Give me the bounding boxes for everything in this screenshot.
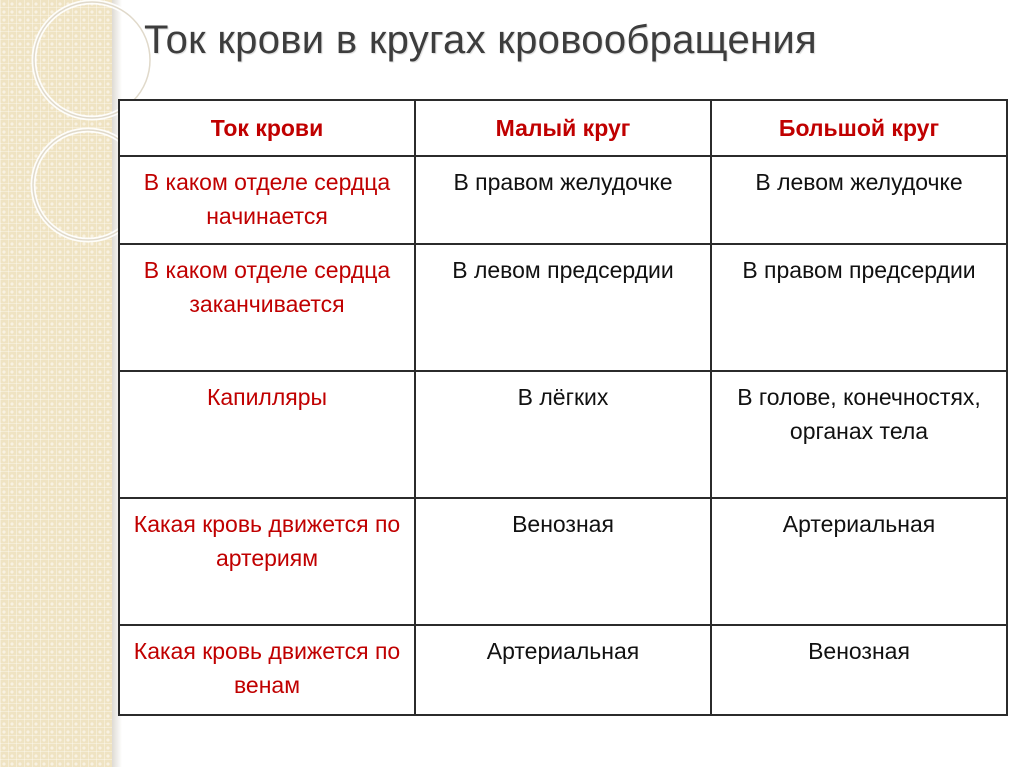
table-row — [119, 498, 1007, 625]
small-circle-cell: В лёгких — [415, 371, 711, 498]
big-circle-cell: В правом предсердии — [711, 244, 1007, 371]
decorative-side-strip — [0, 0, 112, 767]
small-circle-cell: Артериальная — [415, 625, 711, 715]
table-row — [119, 371, 1007, 498]
table-row — [119, 244, 1007, 371]
header-blood-flow: Ток крови — [119, 100, 415, 156]
big-circle-cell: Венозная — [711, 625, 1007, 715]
small-circle-cell: В левом предсердии — [415, 244, 711, 371]
table-row — [119, 156, 1007, 244]
small-circle-cell: В правом желудочке — [415, 156, 711, 244]
small-circle-cell: Венозная — [415, 498, 711, 625]
row-label: Какая кровь движется по венам — [119, 625, 415, 715]
table-row — [119, 625, 1007, 715]
circulation-table — [118, 99, 1008, 716]
page-title: Ток крови в кругах кровообращения — [144, 18, 817, 62]
header-small-circle: Малый круг — [415, 100, 711, 156]
row-label: В каком отделе сердца начинается — [119, 156, 415, 244]
row-label: Какая кровь движется по артериям — [119, 498, 415, 625]
header-big-circle: Большой круг — [711, 100, 1007, 156]
row-label: Капилляры — [119, 371, 415, 498]
big-circle-cell: В левом желудочке — [711, 156, 1007, 244]
row-label: В каком отделе сердца заканчивается — [119, 244, 415, 371]
big-circle-cell: Артериальная — [711, 498, 1007, 625]
table-header-row — [119, 100, 1007, 156]
big-circle-cell: В голове, конечностях, органах тела — [711, 371, 1007, 498]
